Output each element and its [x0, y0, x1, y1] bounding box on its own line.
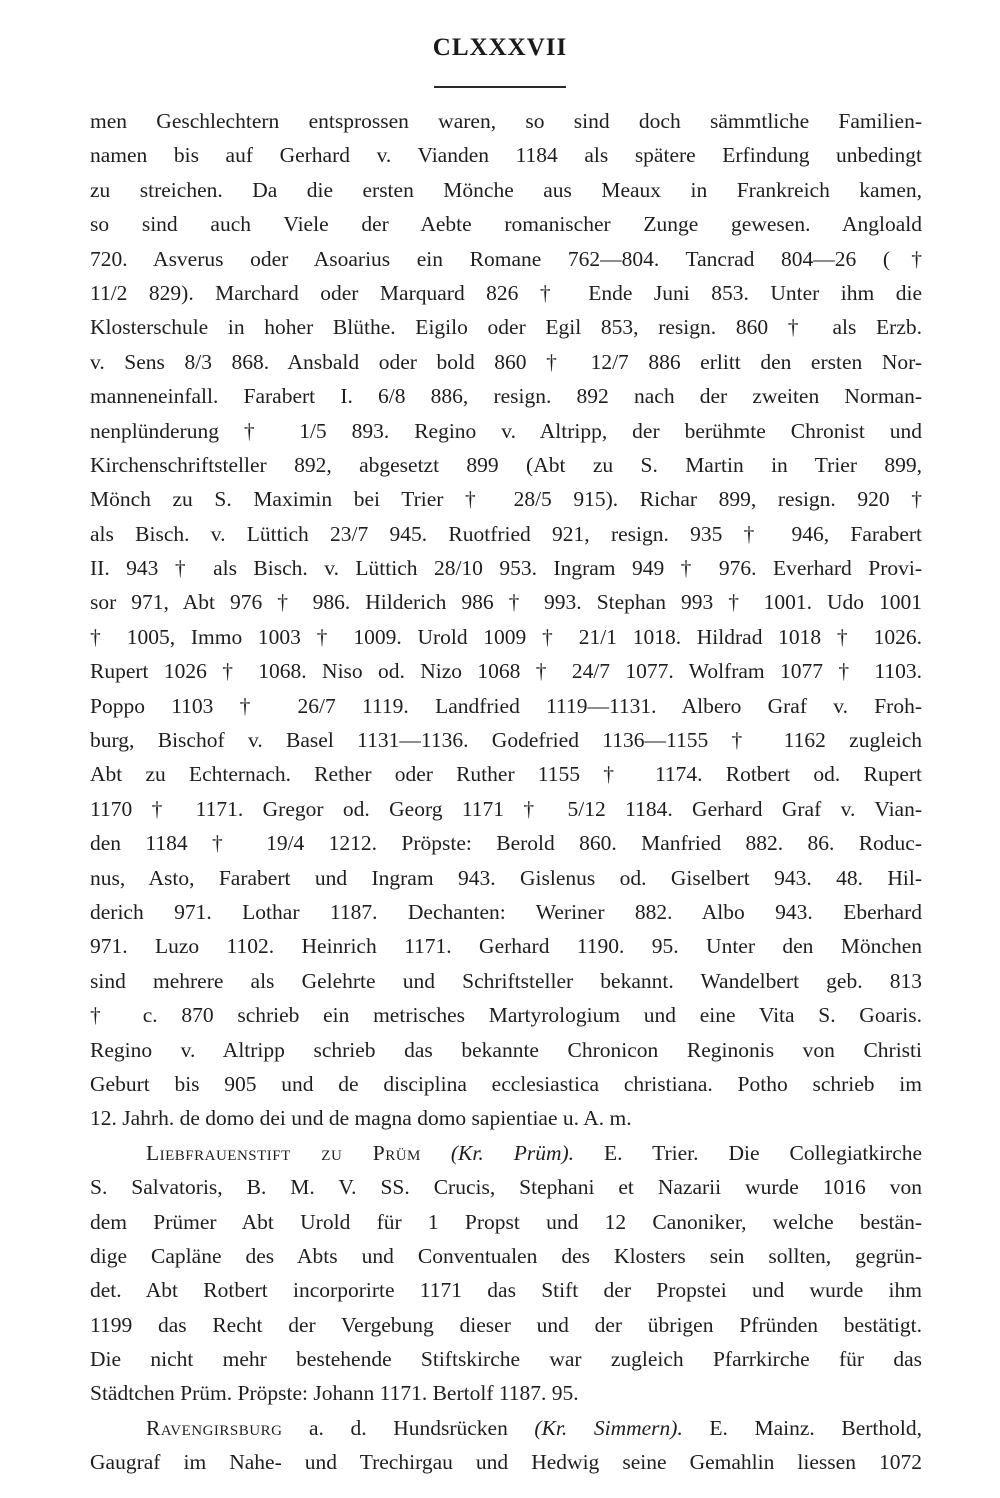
text-line: Kirchenschriftsteller 892, abgesetzt 899 (Abt zu S. Martin in Trier 899, — [90, 452, 922, 477]
paragraph-first-line — [90, 1411, 922, 1445]
page-number: CLXXXVII — [432, 34, 568, 61]
text-line: als Bisch. v. Lüttich 23/7 945. Ruotfried 921, resign. 935 † 946, Farabert — [90, 521, 922, 546]
text-line: men Geschlechtern entsprossen waren, so sind doch sämmtliche Familien- — [90, 109, 922, 133]
place-heading: Liebfrauenstift zu Prüm — [146, 1140, 421, 1165]
text-line: Regino v. Altripp schrieb das bekannte Chronicon Reginonis von Christi — [90, 1037, 922, 1062]
text-line: Poppo 1103 † 26/7 1119. Landfried 1119—1131. Albero Graf v. Froh- — [90, 693, 922, 718]
text-line: † c. 870 schrieb ein metrisches Martyrologium und eine Vita S. Goaris. — [90, 1003, 922, 1028]
text-line: 720. Asverus oder Asoarius ein Romane 762—804. Tancrad 804—26 († — [90, 246, 922, 271]
text-line: Gaugraf im Nahe- und Trechirgau und Hedwig seine Gemahlin liessen 1072 — [90, 1450, 922, 1475]
text-line: Städtchen Prüm. Pröpste: Johann 1171. Bertolf 1187. 95. — [90, 1381, 579, 1406]
text-line: II. 943 † als Bisch. v. Lüttich 28/10 953. Ingram 949 † 976. Everhard Provi- — [90, 556, 922, 581]
place-heading: Ravengirsburg — [146, 1415, 283, 1440]
text-line: S. Salvatoris, B. M. V. SS. Crucis, Stephani et Nazarii wurde 1016 von — [90, 1175, 922, 1200]
text-line: Rupert 1026 † 1068. Niso od. Nizo 1068 † 24/7 1077. Wolfram 1077 † 1103. — [90, 659, 922, 684]
text-line: derich 971. Lothar 1187. Dechanten: Weriner 882. Albo 943. Eberhard — [90, 899, 922, 924]
text-segment: E. Mainz. Berthold, — [709, 1415, 922, 1440]
header-rule — [434, 86, 566, 88]
paragraph-abbots-list — [90, 104, 922, 1136]
text-line: v. Sens 8/3 868. Ansbald oder bold 860 † 12/7 886 erlitt den ersten Nor- — [90, 349, 922, 374]
text-segment: a. d. Hundsrücken — [309, 1415, 508, 1440]
body-text — [90, 104, 922, 1480]
text-line: dem Prümer Abt Urold für 1 Propst und 12 Canoniker, welche bestän- — [90, 1209, 922, 1234]
text-line: burg, Bischof v. Basel 1131—1136. Godefried 1136—1155 † 1162 zugleich — [90, 728, 922, 753]
page-header — [0, 34, 1000, 62]
text-line: manneneinfall. Farabert I. 6/8 886, resign. 892 nach der zweiten Norman- — [90, 384, 922, 409]
text-line: det. Abt Rotbert incorporirte 1171 das Stift der Propstei und wurde ihm — [90, 1278, 922, 1303]
text-line: Klosterschule in hoher Blüthe. Eigilo oder Egil 853, resign. 860 † als Erzb. — [90, 315, 922, 340]
text-line: so sind auch Viele der Aebte romanischer Zunge gewesen. Angloald — [90, 212, 922, 237]
text-line: dige Capläne des Abts und Conventualen des Klosters sein sollten, gegrün- — [90, 1243, 922, 1268]
text-line: zu streichen. Da die ersten Mönche aus Meaux in Frankreich kamen, — [90, 177, 922, 202]
text-line: Geburt bis 905 und de disciplina ecclesiastica christiana. Potho schrieb im — [90, 1071, 922, 1096]
text-line: Abt zu Echternach. Rether oder Ruther 1155 † 1174. Rotbert od. Rupert — [90, 762, 922, 787]
text-line: Die nicht mehr bestehende Stiftskirche war zugleich Pfarrkirche für das — [90, 1347, 922, 1372]
text-line: sind mehrere als Gelehrte und Schriftsteller bekannt. Wandelbert geb. 813 — [90, 968, 922, 993]
text-line: namen bis auf Gerhard v. Vianden 1184 als spätere Erfindung unbedingt — [90, 143, 922, 168]
text-line: † 1005, Immo 1003 † 1009. Urold 1009 † 21/1 1018. Hildrad 1018 † 1026. — [90, 624, 922, 649]
text-line: 12. Jahrh. de domo dei und de magna domo sapientiae u. A. m. — [90, 1106, 632, 1131]
text-line: 11/2 829). Marchard oder Marquard 826 † Ende Juni 853. Unter ihm die — [90, 280, 922, 305]
text-line: sor 971, Abt 976 † 986. Hilderich 986 † 993. Stephan 993 † 1001. Udo 1001 — [90, 590, 922, 615]
place-location: (Kr. Prüm). — [450, 1140, 575, 1165]
text-line: Mönch zu S. Maximin bei Trier † 28/5 915). Richar 899, resign. 920 † — [90, 487, 922, 512]
text-line: 971. Luzo 1102. Heinrich 1171. Gerhard 1190. 95. Unter den Mönchen — [90, 934, 922, 959]
place-location: (Kr. Simmern). — [534, 1415, 683, 1440]
text-line: nenplünderung † 1/5 893. Regino v. Altripp, der berühmte Chronist und — [90, 418, 922, 443]
text-line: 1199 das Recht der Vergebung dieser und der übrigen Pfründen bestätigt. — [90, 1312, 922, 1337]
paragraph-liebfrauenstift — [90, 1136, 922, 1411]
paragraph-first-line — [90, 1136, 922, 1170]
text-segment: E. Trier. Die Collegiatkirche — [604, 1140, 922, 1165]
text-line: nus, Asto, Farabert und Ingram 943. Gislenus od. Giselbert 943. 48. Hil- — [90, 865, 922, 890]
text-line: den 1184 † 19/4 1212. Pröpste: Berold 860. Manfried 882. 86. Roduc- — [90, 831, 922, 856]
paragraph-ravengirsburg — [90, 1411, 922, 1480]
text-line: 1170 † 1171. Gregor od. Georg 1171 † 5/12 1184. Gerhard Graf v. Vian- — [90, 796, 922, 821]
